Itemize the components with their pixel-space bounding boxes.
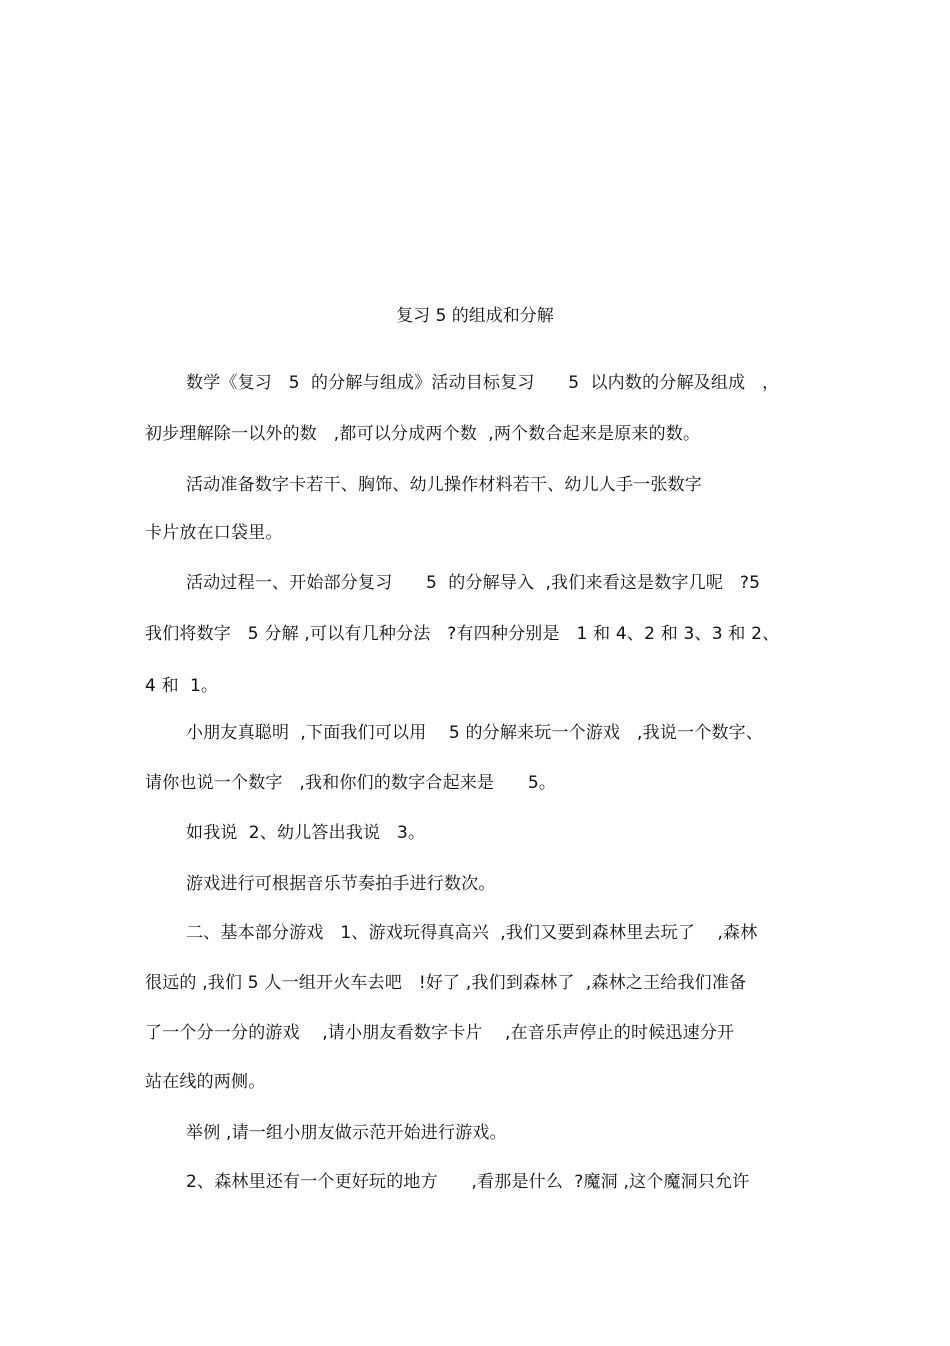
- paragraph-line: 初步理解除一以外的数 ,都可以分成两个数 ,两个数合起来是原来的数。: [145, 424, 701, 444]
- paragraph-line: 活动过程一、开始部分复习 5 的分解导入 ,我们来看这是数字几呢 ?5: [186, 573, 761, 593]
- paragraph-line: 4 和 1。: [145, 676, 219, 696]
- paragraph-line: 请你也说一个数字 ,我和你们的数字合起来是 5。: [145, 773, 557, 793]
- paragraph-line: 二、基本部分游戏 1、游戏玩得真高兴 ,我们又要到森林里去玩了 ,森林: [186, 923, 758, 943]
- paragraph-line: 活动准备数字卡若干、胸饰、幼儿操作材料若干、幼儿人手一张数字: [186, 475, 702, 495]
- paragraph-line: 数学《复习 5 的分解与组成》活动目标复习 5 以内数的分解及组成 ，: [186, 373, 780, 393]
- paragraph-line: 很远的 ,我们 5 人一组开火车去吧 !好了 ,我们到森林了 ,森林之王给我们准备: [145, 973, 747, 993]
- paragraph-line: 了一个分一分的游戏 ,请小朋友看数字卡片 ,在音乐声停止的时候迅速分开: [145, 1023, 735, 1043]
- paragraph-line: 站在线的两侧。: [145, 1072, 266, 1092]
- document-title: 复习 5 的组成和分解: [396, 306, 554, 326]
- paragraph-line: 举例 ,请一组小朋友做示范开始进行游戏。: [186, 1123, 507, 1143]
- paragraph-line: 2、森林里还有一个更好玩的地方 ,看那是什么 ?魔洞 ,这个魔洞只允许: [186, 1172, 750, 1192]
- paragraph-line: 我们将数字 5 分解 ,可以有几种分法 ?有四种分别是 1 和 4、2 和 3、3 和 2、: [145, 624, 780, 644]
- paragraph-line: 卡片放在口袋里。: [145, 523, 283, 543]
- paragraph-line: 游戏进行可根据音乐节奏拍手进行数次。: [186, 874, 496, 894]
- paragraph-line: 小朋友真聪明 ,下面我们可以用 5 的分解来玩一个游戏 ,我说一个数字、: [186, 723, 764, 743]
- paragraph-line: 如我说 2、幼儿答出我说 3。: [186, 823, 426, 843]
